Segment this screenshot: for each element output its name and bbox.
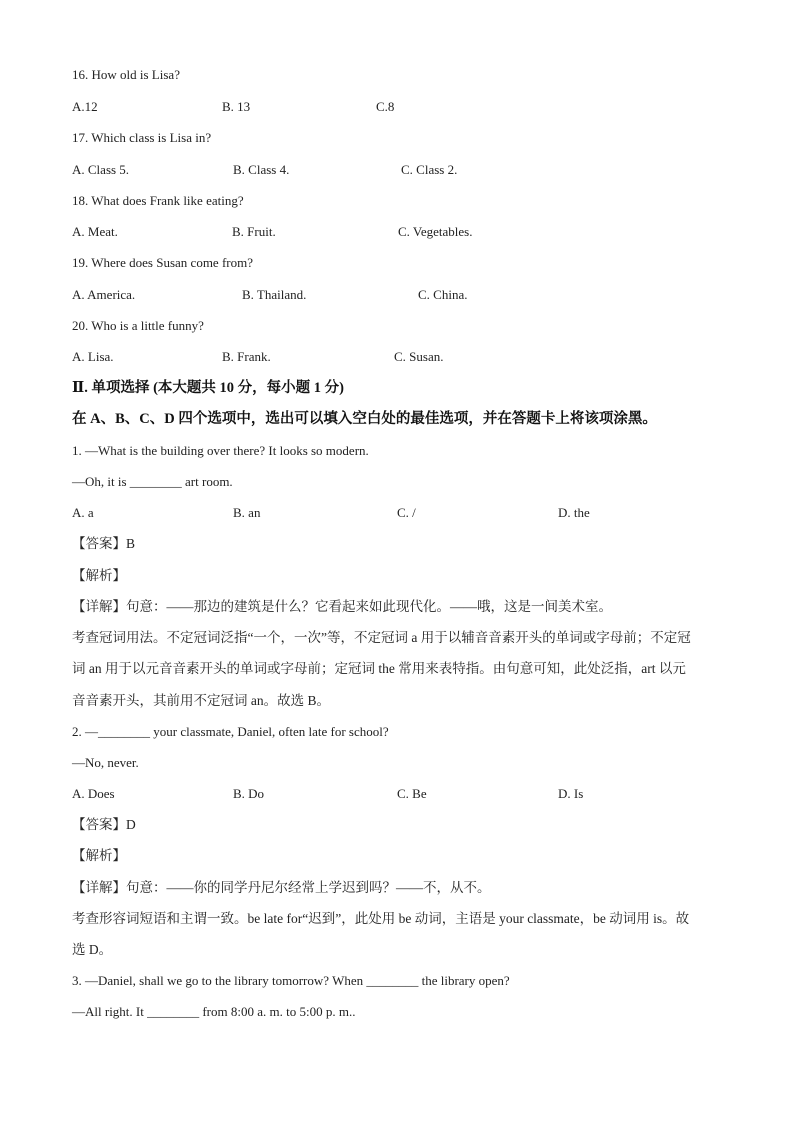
option-b: B. Fruit.	[232, 224, 276, 239]
option-b: B. Frank.	[222, 349, 271, 364]
question-text: 1. —What is the building over there? It looks so modern.	[72, 443, 369, 458]
option-c: C. Susan.	[394, 349, 444, 364]
option-a: A. Meat.	[72, 224, 118, 239]
question-text: 20. Who is a little funny?	[72, 318, 204, 333]
detail-line: 词 an 用于以元音音素开头的单词或字母前；定冠词 the 常用来表特指。由句意可知，此处泛指，art 以元	[72, 661, 686, 676]
question-response: —Oh, it is ________ art room.	[72, 474, 233, 489]
question-text: 19. Where does Susan come from?	[72, 255, 253, 270]
question-response: —All right. It ________ from 8:00 a. m. to 5:00 p. m..	[72, 1004, 356, 1019]
detail-line: 选 D。	[72, 942, 113, 957]
option-a: A.12	[72, 99, 98, 114]
option-b: B. Do	[233, 786, 265, 801]
option-b: B. Thailand.	[242, 287, 307, 302]
analysis-label: 【解析】	[72, 568, 126, 583]
option-a: A. Does	[72, 786, 115, 801]
answer-label: 【答案】D	[72, 817, 136, 832]
option-d: D. Is	[558, 786, 584, 801]
option-a: A. Class 5.	[72, 162, 130, 177]
question-response: —No, never.	[72, 755, 139, 770]
option-c: C. Class 2.	[401, 162, 458, 177]
question-text: 3. —Daniel, shall we go to the library tomorrow? When ________ the library open?	[72, 973, 510, 988]
option-c: C.8	[376, 99, 395, 114]
question-text: 18. What does Frank like eating?	[72, 193, 244, 208]
option-b: B. Class 4.	[233, 162, 290, 177]
detail-line: 【详解】句意：——那边的建筑是什么？它看起来如此现代化。——哦，这是一间美术室。	[72, 599, 612, 614]
detail-line: 音音素开头，其前用不定冠词 an。故选 B。	[72, 693, 330, 708]
option-c: C. Vegetables.	[398, 224, 473, 239]
option-d: D. the	[558, 505, 590, 520]
option-c: C. China.	[418, 287, 468, 302]
option-a: A. a	[72, 505, 94, 520]
option-a: A. America.	[72, 287, 136, 302]
detail-line: 考查形容词短语和主谓一致。be late for“迟到”，此处用 be 动词，主语是 your classmate，be 动词用 is。故	[72, 911, 690, 926]
detail-line: 【详解】句意：——你的同学丹尼尔经常上学迟到吗？——不，从不。	[72, 880, 491, 895]
detail-line: 考查冠词用法。不定冠词泛指“一个，一次”等，不定冠词 a 用于以辅音音素开头的单词或字母前；不定冠	[72, 630, 691, 645]
question-text: 17. Which class is Lisa in?	[72, 130, 212, 145]
option-b: B. 13	[222, 99, 251, 114]
question-text: 2. —________ your classmate, Daniel, often late for school?	[72, 724, 389, 739]
question-text: 16. How old is Lisa?	[72, 67, 180, 82]
section-instruction: 在 A、B、C、D 四个选项中，选出可以填入空白处的最佳选项，并在答题卡上将该项涂黑。	[72, 411, 657, 427]
option-a: A. Lisa.	[72, 349, 114, 364]
answer-label: 【答案】B	[72, 536, 136, 551]
option-c: C. /	[397, 505, 416, 520]
option-b: B. an	[233, 505, 261, 520]
section-heading: Ⅱ. 单项选择 (本大题共 10 分，每小题 1 分)	[72, 380, 345, 396]
option-c: C. Be	[397, 786, 427, 801]
analysis-label: 【解析】	[72, 848, 126, 863]
